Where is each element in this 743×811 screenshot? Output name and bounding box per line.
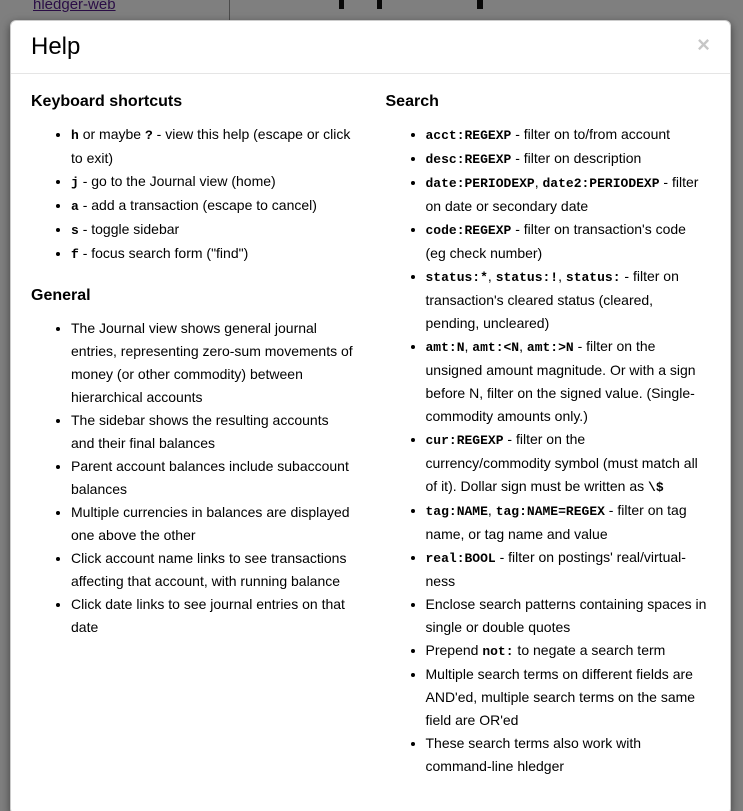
help-list-item: • acct:REGEXP - filter on to/from account [426,123,711,147]
close-icon[interactable]: × [697,32,710,57]
help-list-item: • j - go to the Journal view (home) [71,170,356,194]
modal-body [11,74,730,811]
help-column-right [371,92,726,788]
code-term: date:PERIODEXP [425,176,535,191]
code-term: amt:>N [526,340,574,355]
code-term: status:* [425,270,488,285]
help-list-item: • The sidebar shows the resulting accounts and their final balances [71,409,356,455]
code-term: acct:REGEXP [425,128,512,143]
help-list-item: • These search terms also work with command-line hledger [426,732,711,778]
code-term: h [71,128,79,143]
help-list-item: • Multiple currencies in balances are displayed one above the other [71,501,356,547]
section-heading-general: General [31,287,91,304]
section-heading-search: Search [385,93,439,110]
help-list-item: • code:REGEXP - filter on transaction's code (eg check number) [426,218,711,265]
help-column-left [16,92,371,788]
code-term: tag:NAME=REGEX [495,504,605,519]
help-list-item: • desc:REGEXP - filter on description [426,147,711,171]
help-list-item: • The Journal view shows general journal entries, representing zero-sum movements of money (or other commodity) between hierarchical accounts [71,317,356,409]
code-term: \$ [648,480,664,495]
code-term: amt:<N [472,340,520,355]
help-list [386,123,711,778]
help-list-item: • Enclose search patterns containing spaces in single or double quotes [426,593,711,639]
code-term: ? [144,128,153,143]
code-term: code:REGEXP [425,223,512,238]
help-list [31,123,356,266]
help-list [31,317,356,639]
help-list-item: • Click account name links to see transactions affecting that account, with running balance [71,547,356,593]
modal-header [11,21,730,74]
code-term: j [71,175,79,190]
code-term: date2:PERIODEXP [542,176,660,191]
help-list-item: • f - focus search form ("find") [71,242,356,266]
help-list-item: • Multiple search terms on different fields are AND'ed, multiple search terms on the same field are OR'ed [426,663,711,732]
code-term: status:! [495,270,559,285]
code-term: s [71,223,79,238]
code-term: real:BOOL [425,551,496,566]
help-list-item: • cur:REGEXP - filter on the currency/commodity symbol (must match all of it). Dollar sign must be written as \$ [426,428,711,499]
help-list-item: • real:BOOL - filter on postings' real/virtual-ness [426,546,711,593]
code-term: cur:REGEXP [425,433,504,448]
help-list-item: • Click date links to see journal entries on that date [71,593,356,639]
help-list-item: • date:PERIODEXP, date2:PERIODEXP - filter on date or secondary date [426,171,711,218]
section-heading-keyboard-shortcuts: Keyboard shortcuts [31,93,183,110]
code-term: f [71,247,79,262]
help-list-item: • Parent account balances include subaccount balances [71,455,356,501]
help-list-item: • amt:N, amt:<N, amt:>N - filter on the unsigned amount magnitude. Or with a sign before N, filter on the signed value. (Single-commodity amounts only.) [426,335,711,428]
help-list-item: • a - add a transaction (escape to cancel) [71,194,356,218]
code-term: tag:NAME [425,504,488,519]
modal-title: Help [31,33,81,60]
code-term: amt:N [425,340,465,355]
help-list-item: • h or maybe ? - view this help (escape or click to exit) [71,123,356,170]
help-list-item: • Prepend not: to negate a search term [426,639,711,663]
help-list-item: • status:*, status:!, status: - filter on transaction's cleared status (cleared, pending, uncleared) [426,265,711,335]
help-list-item: • s - toggle sidebar [71,218,356,242]
code-term: status: [565,270,621,285]
help-modal [10,20,731,811]
code-term: not: [482,644,514,659]
help-list-item: • tag:NAME, tag:NAME=REGEX - filter on tag name, or tag name and value [426,499,711,546]
code-term: a [71,199,79,214]
code-term: desc:REGEXP [425,152,512,167]
